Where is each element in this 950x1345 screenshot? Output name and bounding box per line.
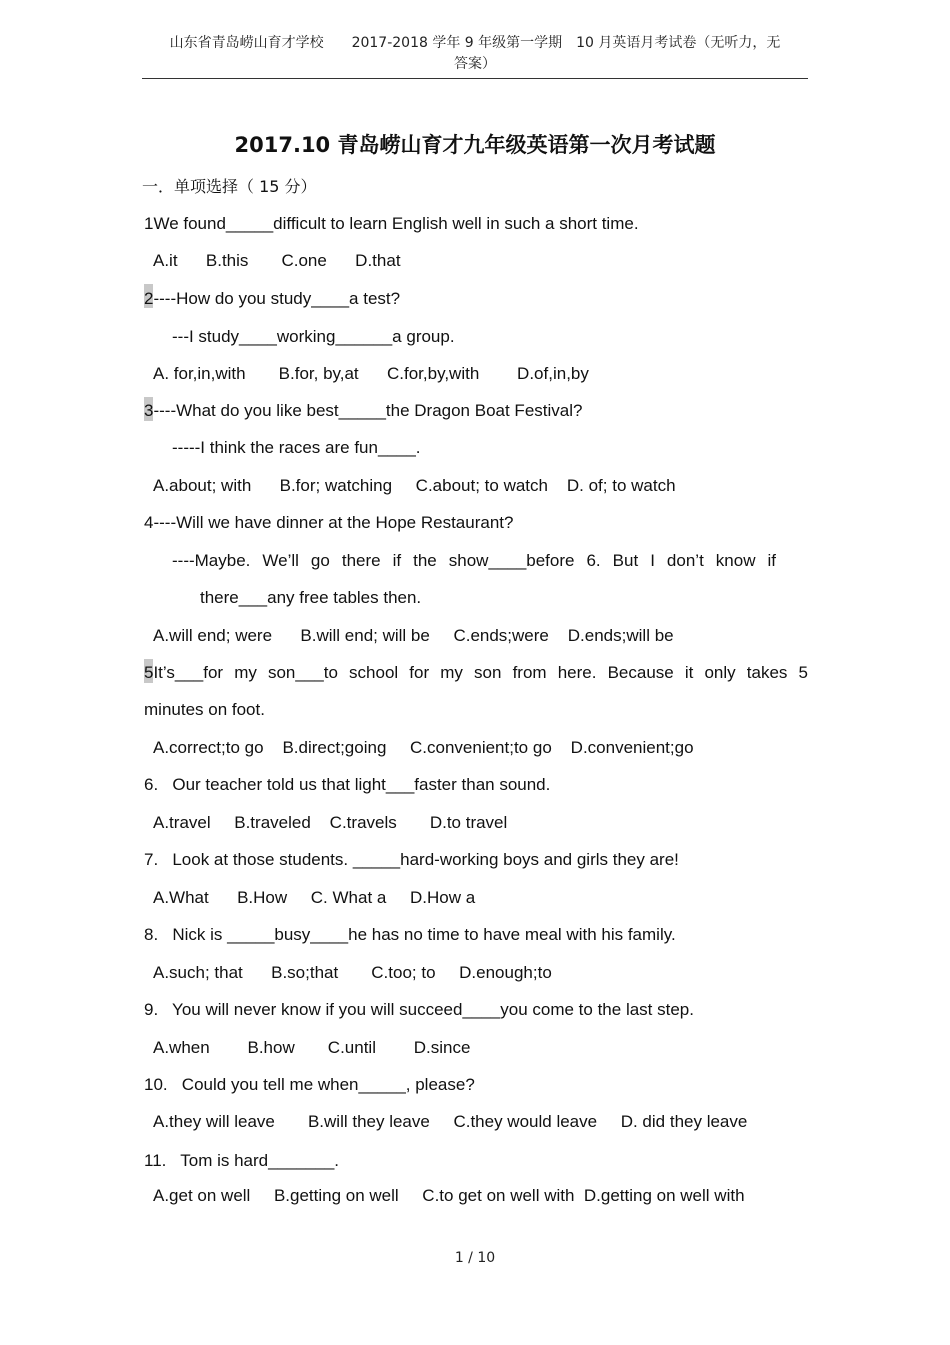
question-5-stem: 5It’s___for my son___to school for my son from here. Because it only takes 5 xyxy=(144,663,808,682)
question-3-stem: 3----What do you like best_____the Dragon Boat Festival? xyxy=(144,401,583,420)
page-header xyxy=(142,33,808,75)
header-line-2: 答案） xyxy=(454,56,496,72)
question-1-stem: 1We found_____difficult to learn English well in such a short time. xyxy=(144,214,639,233)
question-4-options: A.will end; were B.will end; will be C.ends;were D.ends;will be xyxy=(153,626,674,645)
question-6-stem: 6. Our teacher told us that light___faster than sound. xyxy=(144,775,551,794)
question-9-stem: 9. You will never know if you will succeed____you come to the last step. xyxy=(144,1000,694,1019)
question-3-stem-reply: -----I think the races are fun____. xyxy=(172,438,421,457)
question-2-stem-reply: ---I study____working______a group. xyxy=(172,327,455,346)
question-10-stem: 10. Could you tell me when_____, please? xyxy=(144,1075,475,1094)
question-6-options: A.travel B.traveled C.travels D.to travel xyxy=(153,813,508,832)
question-9-options: A.when B.how C.until D.since xyxy=(153,1038,471,1057)
question-5-options: A.correct;to go B.direct;going C.convenient;to go D.convenient;go xyxy=(153,738,694,757)
question-7-options: A.What B.How C. What a D.How a xyxy=(153,888,476,907)
page-number: 1 / 10 xyxy=(454,1250,496,1266)
question-11-options: A.get on well B.getting on well C.to get on well with D.getting on well with xyxy=(153,1186,745,1205)
header-line-1: 山东省青岛崂山育才学校 2017-2018 学年 9 年级第一学期 10 月英语月考试卷（无听力，无 xyxy=(169,35,781,51)
question-2-stem: 2----How do you study____a test? xyxy=(144,289,401,308)
question-4-stem-reply: ----Maybe. We’ll go there if the show____before 6. But I don’t know if xyxy=(172,551,776,570)
question-8-stem: 8. Nick is _____busy____he has no time to have meal with his family. xyxy=(144,925,676,944)
question-3-options: A.about; with B.for; watching C.about; to watch D. of; to watch xyxy=(153,476,676,495)
header-divider xyxy=(142,78,808,79)
question-8-options: A.such; that B.so;that C.too; to D.enough;to xyxy=(153,963,552,982)
question-1-options: A.it B.this C.one D.that xyxy=(153,251,401,270)
question-2-options: A. for,in,with B.for, by,at C.for,by,with D.of,in,by xyxy=(153,364,589,383)
question-7-stem: 7. Look at those students. _____hard-working boys and girls they are! xyxy=(144,850,679,869)
question-11-stem: 11. Tom is hard_______. xyxy=(144,1151,340,1170)
section-heading: 一．单项选择（ 15 分） xyxy=(142,177,317,196)
question-4-stem-continued: there___any free tables then. xyxy=(200,588,422,607)
question-4-stem: 4----Will we have dinner at the Hope Restaurant? xyxy=(144,513,514,532)
question-10-options: A.they will leave B.will they leave C.they would leave D. did they leave xyxy=(153,1112,748,1131)
question-5-stem-continued: minutes on foot. xyxy=(144,700,265,719)
exam-title: 2017.10 青岛崂山育才九年级英语第一次月考试题 xyxy=(234,133,716,157)
